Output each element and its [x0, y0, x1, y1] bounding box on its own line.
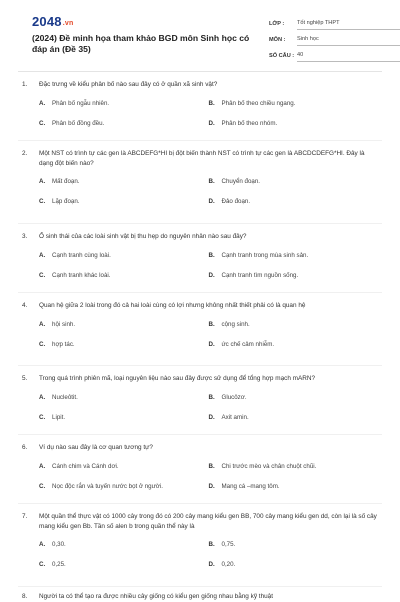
option-text: Glucôzơ.	[221, 393, 247, 401]
answer-options	[22, 321, 378, 361]
option-text: 0,30.	[52, 541, 66, 549]
page-header	[14, 0, 386, 60]
option-text: hợp tác.	[52, 340, 75, 348]
option-letter: B.	[208, 178, 215, 186]
answer-option[interactable]	[209, 483, 379, 503]
answer-options	[22, 178, 378, 218]
option-letter: D.	[208, 198, 215, 206]
option-text: Phân bố đồng đều.	[52, 119, 105, 127]
question-divider	[18, 503, 382, 504]
question-text	[22, 512, 378, 531]
answer-option[interactable]	[209, 178, 379, 198]
option-text: Cạnh tranh tìm nguồn sống.	[221, 271, 299, 279]
question-stem: Ví dụ nào sau đây là cơ quan tương tự?	[39, 444, 153, 451]
option-text: Nucleôtit.	[52, 393, 78, 401]
option-text: Cạnh tranh trong mùa sinh sản.	[221, 251, 309, 259]
option-letter: D.	[208, 119, 215, 127]
answer-options	[22, 463, 378, 503]
question-divider	[18, 434, 382, 435]
option-text: Axit amin.	[221, 413, 249, 421]
option-letter: C.	[39, 413, 46, 421]
option-letter: A.	[39, 541, 46, 549]
question-number: 6.	[22, 444, 28, 451]
option-text: cộng sinh.	[221, 320, 250, 328]
question-item	[22, 301, 378, 361]
option-letter: C.	[39, 271, 46, 279]
meta-row-class	[269, 14, 400, 30]
question-number: 8.	[22, 593, 28, 600]
meta-row-count	[269, 46, 400, 62]
question-divider	[18, 292, 382, 293]
question-text	[22, 592, 378, 602]
question-text	[22, 149, 378, 168]
option-letter: D.	[208, 413, 215, 421]
answer-option[interactable]	[209, 463, 379, 483]
option-letter: C.	[39, 340, 46, 348]
question-text	[22, 232, 378, 242]
option-letter: B.	[208, 541, 215, 549]
option-letter: A.	[39, 178, 46, 186]
answer-option[interactable]	[39, 198, 209, 218]
question-number: 2.	[22, 150, 28, 157]
option-text: Chi trước mèo và chân chuột chũi.	[221, 462, 317, 470]
answer-option[interactable]	[39, 561, 209, 581]
option-letter: C.	[39, 561, 46, 569]
site-logo[interactable]	[32, 14, 73, 29]
meta-value: 40	[297, 52, 400, 62]
option-text: Mang cá –mang tôm.	[221, 482, 280, 490]
question-stem: Một quần thể thực vật có 1000 cây trong đó có 200 cây mang kiểu gen BB, 700 cây mang kiểu gen dd, còn lại là số cây mang kiểu gen Bb. Tần số alen b trong quần thể này là	[39, 513, 377, 530]
answer-option[interactable]	[209, 414, 379, 434]
option-text: 0,20.	[221, 561, 236, 569]
option-letter: D.	[208, 482, 215, 490]
option-letter: D.	[208, 340, 215, 348]
option-text: Cạnh tranh cùng loài.	[52, 251, 111, 259]
header-divider	[18, 71, 382, 72]
question-stem: Ổ sinh thái của các loài sinh vật bị thu hẹp do nguyên nhân nào sau đây?	[39, 233, 247, 240]
answer-options	[22, 394, 378, 434]
option-text: Lipit.	[52, 413, 66, 421]
option-text: Phân bố theo chiều ngang.	[221, 99, 296, 107]
answer-option[interactable]	[39, 541, 209, 561]
question-item	[22, 80, 378, 140]
answer-option[interactable]	[39, 252, 209, 272]
option-text: Phân bố theo nhóm.	[221, 119, 278, 127]
question-stem: Quan hệ giữa 2 loài trong đó cả hai loài cùng có lợi nhưng không nhất thiết phải có là quan hệ	[39, 302, 306, 309]
answer-options	[22, 252, 378, 292]
meta-label: SỐ CÂU :	[269, 53, 295, 59]
option-text: 0,75.	[221, 541, 236, 549]
option-text: Phân bố ngẫu nhiên.	[52, 99, 110, 107]
option-letter: A.	[39, 99, 46, 107]
question-item	[22, 232, 378, 292]
answer-option[interactable]	[209, 541, 379, 561]
exam-meta	[269, 14, 400, 62]
question-item	[22, 592, 378, 602]
answer-option[interactable]	[39, 120, 209, 140]
meta-row-subject	[269, 30, 400, 46]
question-text	[22, 301, 378, 311]
question-item	[22, 374, 378, 434]
answer-option[interactable]	[39, 100, 209, 120]
answer-option[interactable]	[39, 394, 209, 414]
option-text: 0,25.	[52, 561, 66, 569]
option-letter: B.	[208, 99, 215, 107]
question-text	[22, 443, 378, 453]
question-stem: Người ta có thể tạo ra được nhiều cây giống có kiểu gen giống nhau bằng kỹ thuật	[39, 593, 274, 600]
option-letter: B.	[208, 320, 215, 328]
question-divider	[18, 223, 382, 224]
answer-option[interactable]	[39, 341, 209, 361]
answer-option[interactable]	[39, 463, 209, 483]
option-text: Đảo đoạn.	[221, 198, 251, 206]
answer-option[interactable]	[209, 198, 379, 218]
answer-option[interactable]	[39, 178, 209, 198]
answer-option[interactable]	[209, 394, 379, 414]
option-letter: D.	[208, 271, 215, 279]
document-title: (2024) Đề minh họa tham khảo BGD môn Sinh học có đáp án (Đề 35)	[32, 33, 250, 55]
answer-option[interactable]	[209, 120, 379, 140]
question-stem: Trong quá trình phiên mã, loại nguyên liệu nào sau đây được sử dụng để tổng hợp mạch mARN?	[39, 375, 316, 382]
answer-option[interactable]	[39, 321, 209, 341]
answer-options	[22, 541, 378, 581]
option-text: Mất đoạn.	[52, 178, 80, 186]
meta-value: Sinh học	[297, 36, 400, 46]
logo-main: 2048	[32, 14, 62, 29]
question-item	[22, 512, 378, 581]
option-text: Cạnh tranh khác loài.	[52, 271, 111, 279]
answer-option[interactable]	[39, 483, 209, 503]
question-divider	[18, 365, 382, 366]
answer-option[interactable]	[209, 561, 379, 581]
option-text: Chuyển đoạn.	[221, 178, 261, 186]
question-number: 3.	[22, 233, 28, 240]
answer-option[interactable]	[209, 341, 379, 361]
option-text: Nọc độc rắn và tuyến nước bọt ở người.	[52, 482, 163, 490]
answer-option[interactable]	[209, 272, 379, 292]
question-divider	[18, 140, 382, 141]
question-item	[22, 443, 378, 503]
logo-suffix: .vn	[62, 20, 74, 27]
answer-options	[22, 100, 378, 140]
meta-label: LỚP :	[269, 21, 285, 27]
question-text	[22, 374, 378, 384]
question-number: 4.	[22, 302, 28, 309]
option-letter: A.	[39, 251, 46, 259]
option-letter: B.	[208, 393, 215, 401]
option-letter: A.	[39, 393, 46, 401]
option-letter: A.	[39, 462, 46, 470]
option-letter: A.	[39, 320, 46, 328]
question-number: 1.	[22, 81, 28, 88]
question-stem: Đặc trưng về kiểu phân bố nào sau đây có ở quần xã sinh vật?	[39, 81, 218, 88]
question-text	[22, 80, 378, 90]
meta-label: MÔN :	[269, 37, 286, 43]
meta-value: Tốt nghiệp THPT	[297, 20, 400, 30]
question-item	[22, 149, 378, 218]
answer-option[interactable]	[209, 252, 379, 272]
question-number: 5.	[22, 375, 28, 382]
option-letter: D.	[208, 561, 215, 569]
answer-option[interactable]	[209, 321, 379, 341]
option-text: Lặp đoạn.	[52, 198, 80, 206]
question-stem: Một NST có trình tự các gen là ABCDEFG*HI bị đột biến thành NST có trình tự các gen là ABCDCDEFG*HI. Đây là dạng đột biến nào?	[39, 150, 365, 167]
answer-option[interactable]	[39, 414, 209, 434]
option-letter: C.	[39, 482, 46, 490]
option-text: Cánh chim và Cánh dơi.	[52, 462, 119, 470]
option-letter: C.	[39, 198, 46, 206]
question-number: 7.	[22, 513, 28, 520]
option-text: ức chế cảm nhiễm.	[221, 340, 275, 348]
answer-option[interactable]	[39, 272, 209, 292]
option-letter: C.	[39, 119, 46, 127]
option-text: hội sinh.	[52, 320, 76, 328]
answer-option[interactable]	[209, 100, 379, 120]
question-divider	[18, 586, 382, 587]
option-letter: B.	[208, 462, 215, 470]
option-letter: B.	[208, 251, 215, 259]
